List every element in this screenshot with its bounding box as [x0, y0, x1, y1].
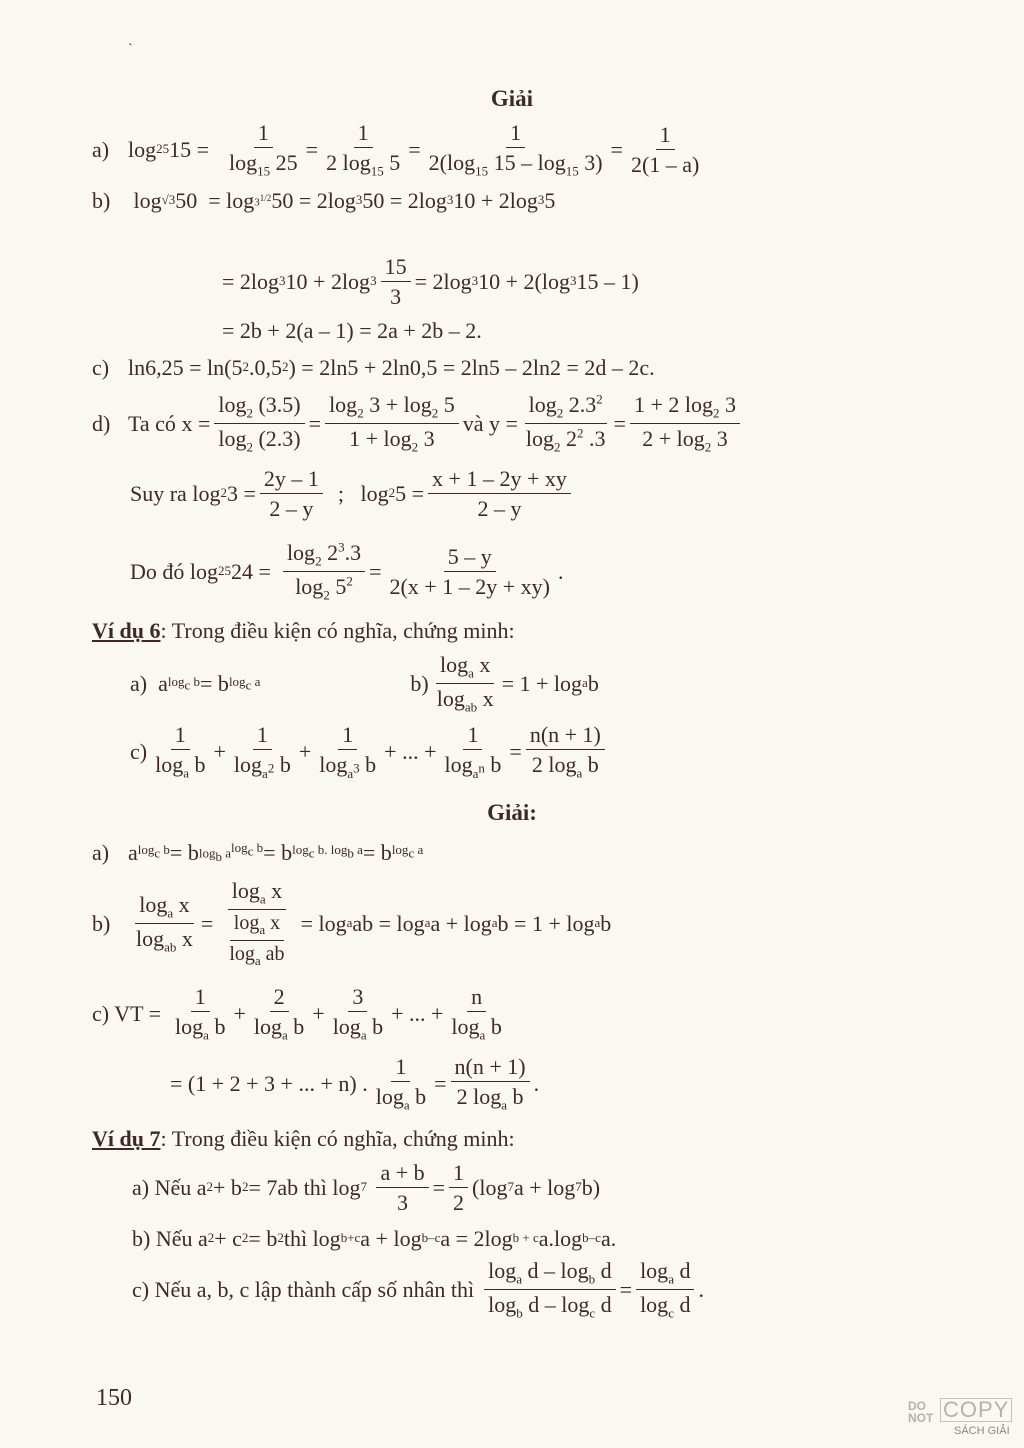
- proof-c-line2: = (1 + 2 + 3 + ... + n) . $\frac{1}{\log_a b}$ = $\frac{n(n + 1)}{2 \log_a b}$ .: [170, 1054, 540, 1113]
- suyra-text: Suy ra: [130, 481, 187, 507]
- solution-b-line1: b) log √3 50 = log $3^{1/2}$ 50 = 2log 3 50 = 2log 3 10 + 2log 3 5: [92, 188, 556, 213]
- example6-ab-line: a) a $\log_c b$ = b $\log_c a$ b) $\frac{\log_a x}{\log_{ab} x}$ = 1 + log a b: [130, 652, 599, 715]
- example7-heading: [92, 1126, 964, 1151]
- example7-text: : Trong điều kiện có nghĩa, chứng minh:: [160, 1126, 515, 1151]
- proof-b-line: b) $\frac{\log_a x}{\log_{ab} x}$ = $\frac{\log_a x}{\frac{\log_a x}{\log_a ab}}$ = log a ab = log a a + log a b = 1 + log a b: [92, 878, 612, 969]
- example6-heading: [92, 618, 964, 643]
- dodo-text: Do đó: [130, 559, 185, 585]
- example7-a-mid: + b: [213, 1175, 242, 1201]
- example7-a-line: a) Nếu a 2 + b 2 = 7ab thì log 7 $\frac{a + b}{3}$ = $\frac{1}{2}$ (log 7 a + log 7 b): [132, 1160, 601, 1216]
- solution-heading-2: Giải:: [487, 800, 537, 825]
- corner-mark: `: [128, 42, 133, 57]
- example7-b-then: thì log: [283, 1226, 341, 1251]
- example7-c-line: c) Nếu a, b, c lập thành cấp số nhân thì $\frac{\log_a d - \log_b d}{\log_b d - \log_c d}$ = $\frac{\log_a d}{\log_c d}$ .: [132, 1258, 704, 1321]
- solution-b-line3: = 2b + 2(a – 1) = 2a + 2b – 2.: [222, 318, 482, 343]
- solution-d-line1: d) Ta có x = $\frac{\log_2 (3.5)}{\log_2 (2.3)}$ = $\frac{\log_2 3 + \log_2 5}{1 + \log_2 3}$ và y = $\frac{\log_2 2.3^2}{\log_2 2^2 .3}$ = $\frac{1 + 2 \log_2 3}{2 + \log_2 3}$: [92, 392, 964, 456]
- example7-b-mid: + c: [214, 1226, 242, 1251]
- example7-label: Ví dụ 7: [92, 1126, 161, 1151]
- example6-text: : Trong điều kiện có nghĩa, chứng minh:: [160, 618, 515, 643]
- proof-c-line1: c) VT = $\frac{1}{\log_a b}$ + $\frac{2}{\log_a b}$ + $\frac{3}{\log_a b}$ + ... + $\frac{n}{\log_a b}$: [92, 984, 502, 1043]
- do-not-copy-logo: [906, 1398, 1010, 1440]
- page-number: 150: [96, 1385, 132, 1411]
- solution-d-line3: Do đó log 25 24 = $\frac{\log_2 2^3.3}{\log_2 5^2}$ = $\frac{5 - y}{2(x + 1 - 2y + xy)}$ .: [130, 539, 564, 603]
- example7-b-cond: = b: [248, 1226, 278, 1251]
- logo-do-not: DO NOT: [908, 1399, 934, 1425]
- example7-a-prefix: a) Nếu a: [132, 1175, 207, 1201]
- taco-text: Ta có: [128, 411, 176, 437]
- vt-text: c) VT =: [92, 1001, 162, 1027]
- proof-a-line: a) a $\log_c b$ = b $\log_b a^{log_c b}$ = b $\log_c b$. $\log_b a$ = b $\log_c a$: [92, 839, 424, 865]
- solution-heading: Giải: [490, 86, 534, 111]
- logo-brand: SÁCH GIẢI: [954, 1425, 1010, 1437]
- solution-c-line: c) ln6,25 = ln(5 2 .0,5 2 ) = 2ln5 + 2ln0,5 = 2ln5 – 2ln2 = 2d – 2c.: [92, 355, 655, 380]
- example7-c-text: c) Nếu a, b, c lập thành cấp số nhân thì: [132, 1277, 475, 1303]
- logo-copy: COPY: [940, 1398, 1012, 1422]
- example6-label: Ví dụ 6: [92, 618, 161, 643]
- va-text: và: [462, 411, 484, 437]
- solution-a-line: a) log 25 15 = $\frac{1}{\log_{15} 25}$ = $\frac{1}{2 \log_{15} 5}$ = $\frac{1}{2(\log_{15} 15 - \log_{15} 3)}$ = $\frac{1}{2(1 - a)}$: [92, 120, 700, 179]
- example6-c-line: c) $\frac{1}{\log_a b}$ + $\frac{1}{\log_{a^2} b}$ + $\frac{1}{\log_{a^3} b}$ + ... + $\frac{1}{\log_{a^n} b}$ = $\frac{n(n + 1)}{2 \log_a b}$: [130, 722, 964, 782]
- example7-b-prefix: b) Nếu a: [132, 1226, 208, 1251]
- solution-b-line2: = 2log 3 10 + 2log 3 $\frac{15}{3}$ = 2log 3 10 + 2(log 3 15 – 1): [222, 254, 639, 310]
- example7-b-line: b) Nếu a 2 + c 2 = b 2 thì log b+c a + log b–c a = 2log b + c a.log b–c a.: [132, 1226, 617, 1251]
- example7-a-cond: = 7ab thì log: [248, 1175, 361, 1201]
- solution-d-line2: Suy ra log 2 3 = $\frac{2y - 1}{2 - y}$ ; log 2 5 = $\frac{x + 1 - 2y + xy}{2 - y}$: [130, 466, 964, 522]
